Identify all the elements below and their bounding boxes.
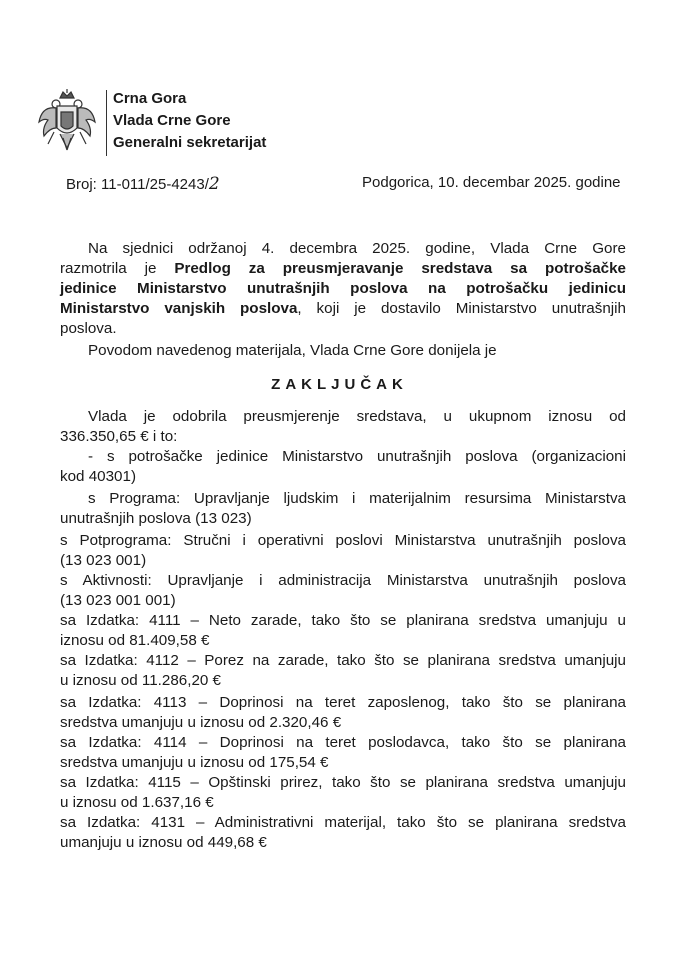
intro-line-1: Na sjednici održanoj 4. decembra 2025. godine, Vlada Crne Gore (88, 240, 626, 257)
body-line-17: sa Izdatka: 4114 – Doprinosi na teret poslodavca, tako što se planirana (60, 734, 626, 751)
body-line-21: sa Izdatka: 4131 – Administrativni materijal, tako što se planirana sredstva (60, 814, 626, 831)
body-line-2: 336.350,65 € i to: (60, 428, 178, 445)
intro-line-2 (60, 259, 626, 279)
intro-line-3: jedinice Ministarstvo unutrašnjih poslova na potrošačku jedinicu (60, 280, 626, 297)
body-line-7: s Potprograma: Stručni i operativni poslovi Ministarstva unutrašnjih poslova (60, 532, 626, 549)
body-line-3: - s potrošačke jedinice Ministarstvo unutrašnjih poslova (organizacioni (88, 448, 626, 465)
body-line-14: u iznosu od 11.286,20 € (60, 672, 222, 689)
body-line-20: u iznosu od 1.637,16 € (60, 794, 214, 811)
country-name: Crna Gora (113, 90, 187, 107)
government-name: Vlada Crne Gore (113, 112, 231, 129)
body-line-4: kod 40301) (60, 468, 136, 485)
body-line-18: sredstva umanjuju u iznosu od 175,54 € (60, 754, 329, 771)
body-line-12: iznosu od 81.409,58 € (60, 632, 210, 649)
intro-bold-text: Predlog za preusmjeravanje sredstava sa potrošačke (174, 260, 626, 277)
document-title: ZAKLJUČAK (271, 376, 408, 393)
body-line-13: sa Izdatka: 4112 – Porez na zarade, tako što se planirana sredstva umanjuju (60, 652, 626, 669)
reference-label: Broj: 11-011/25-4243/ (66, 176, 209, 193)
body-line-16: sredstva umanjuju u iznosu od 2.320,46 € (60, 714, 342, 731)
intro-line-6: Povodom navedenog materijala, Vlada Crne Gore donijela je (88, 342, 497, 359)
body-line-5: s Programa: Upravljanje ljudskim i materijalnim resursima Ministarstva (88, 490, 626, 507)
secretariat-name: Generalni sekretarijat (113, 134, 267, 151)
place-date: Podgorica, 10. decembar 2025. godine (362, 174, 621, 191)
body-line-10: (13 023 001 001) (60, 592, 176, 609)
body-line-19: sa Izdatka: 4115 – Opštinski prirez, tako što se planirana sredstva umanjuju (60, 774, 626, 791)
reference-suffix: 2 (208, 174, 220, 194)
coat-of-arms-icon (36, 88, 98, 158)
intro-line-5: poslova. (60, 320, 117, 337)
body-line-15: sa Izdatka: 4113 – Doprinosi na teret zaposlenog, tako što se planirana (60, 694, 626, 711)
body-line-11: sa Izdatka: 4111 – Neto zarade, tako što se planirana sredstva umanjuju u (60, 612, 626, 629)
body-line-9: s Aktivnosti: Upravljanje i administracija Ministarstva unutrašnjih poslova (60, 572, 626, 589)
body-line-6: unutrašnjih poslova (13 023) (60, 510, 252, 527)
reference-number (66, 174, 220, 194)
body-line-8: (13 023 001) (60, 552, 147, 569)
intro-bold-text: Ministarstvo vanjskih poslova (60, 300, 298, 317)
intro-text: razmotrila je (60, 260, 175, 277)
intro-line-4 (60, 299, 626, 319)
intro-text: , koji je dostavilo Ministarstvo unutrašnjih (297, 300, 626, 317)
body-line-1: Vlada je odobrila preusmjerenje sredstava, u ukupnom iznosu od (88, 408, 626, 425)
header-divider (106, 90, 107, 156)
body-line-22: umanjuju u iznosu od 449,68 € (60, 834, 267, 851)
